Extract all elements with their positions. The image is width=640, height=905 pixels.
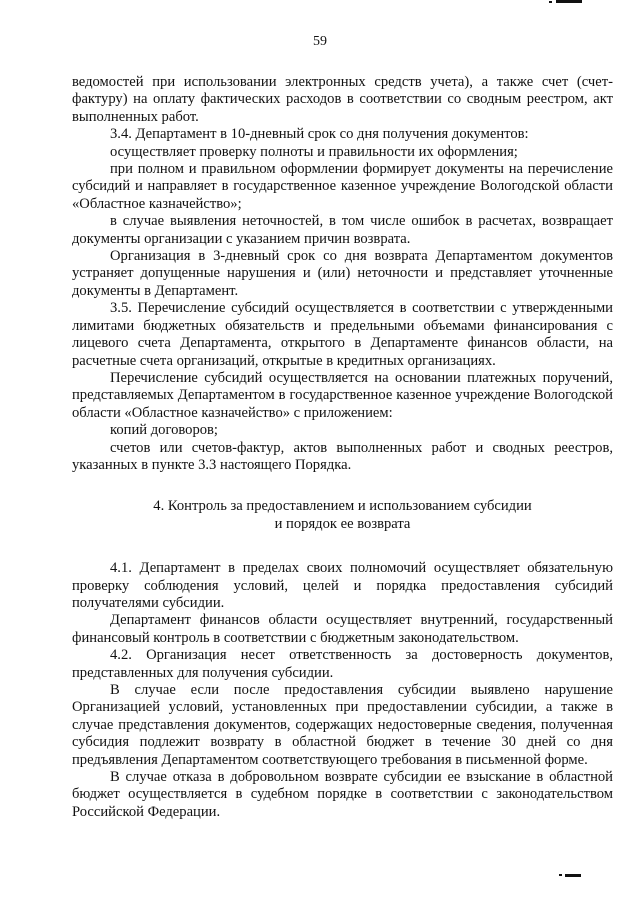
paragraph-invoices: счетов или счетов-фактур, актов выполненных работ и сводных реестров, указанных в пункте 3.3 настоящего Порядка. xyxy=(72,439,613,473)
paragraph-3-5: 3.5. Перечисление субсидий осуществляется в соответствии с утвержденными лимитами бюджетных обязательств и предельными объемами финансирования с лицевого счета Департамента, открытого в Департаменте финансов области, на расчетные счета организаций, открытые в кредитных организациях. xyxy=(72,300,613,369)
paragraph-payment-orders: Перечисление субсидий осуществляется на основании платежных поручений, представляемых Департаментом в государственное казенное учреждение Вологодской области «Областное казначейство» с приложением: xyxy=(72,369,613,421)
paragraph-4-1: 4.1. Департамент в пределах своих полномочий осуществляет обязательную проверку соблюдения условий, целей и порядка предоставления субсидий получателями субсидии. xyxy=(72,560,613,611)
scan-mark-bottom-dot xyxy=(559,874,562,876)
scan-mark-bottom xyxy=(565,874,581,877)
paragraph-returns-documents: в случае выявления неточностей, в том числе ошибок в расчетах, возвращает документы организации с указанием причин возврата. xyxy=(72,213,613,247)
paragraph-check: осуществляет проверку полноты и правильности их оформления; xyxy=(110,143,518,160)
page-number: 59 xyxy=(313,34,327,49)
paragraph-4-2: 4.2. Организация несет ответственность за достоверность документов, представленных для получения субсидии. xyxy=(72,647,613,681)
paragraph-finance-control: Департамент финансов области осуществляет внутренний, государственный финансовый контроль в соответствии с бюджетным законодательством. xyxy=(72,612,613,646)
scan-mark-top-dot xyxy=(549,1,552,3)
paragraph-forms-documents: при полном и правильном оформлении формирует документы на перечисление субсидий и направляет в государственное казенное учреждение Вологодской области «Областное казначейство»; xyxy=(72,161,613,212)
paragraph-contract-copies: копий договоров; xyxy=(110,422,218,439)
section-heading xyxy=(72,498,613,533)
scan-mark-top xyxy=(556,0,582,3)
section-heading-line2: и порядок ее возврата xyxy=(274,515,411,532)
paragraph-court-recovery: В случае отказа в добровольном возврате субсидии ее взыскание в областной бюджет осуществляется в судебном порядке в соответствии с законодательством Российской Федерации. xyxy=(72,769,613,820)
document-body xyxy=(72,74,613,821)
paragraph-organization-corrects: Организация в 3-дневный срок со дня возврата Департаментом документов устраняет допущенные нарушения и (или) неточности и представляет уточненные документы в Департамент. xyxy=(72,248,613,299)
section-heading-line1: 4. Контроль за предоставлением и использованием субсидии xyxy=(153,498,532,515)
paragraph-3-4: 3.4. Департамент в 10-дневный срок со дня получения документов: xyxy=(110,126,529,143)
paragraph-violation-return: В случае если после предоставления субсидии выявлено нарушение Организацией условий, установленных при предоставлении субсидии, а также в случае представления документов, содержащих недостоверные сведения, полученная субсидия подлежит возврату в областной бюджет в течение 30 дней со дня предъявления Департаментом соответствующего требования в письменной форме. xyxy=(72,682,613,768)
paragraph-continuation: ведомостей при использовании электронных средств учета), а также счет (счет-фактуру) на оплату фактических расходов в соответствии со сводным реестром, акт выполненных работ. xyxy=(72,74,613,125)
